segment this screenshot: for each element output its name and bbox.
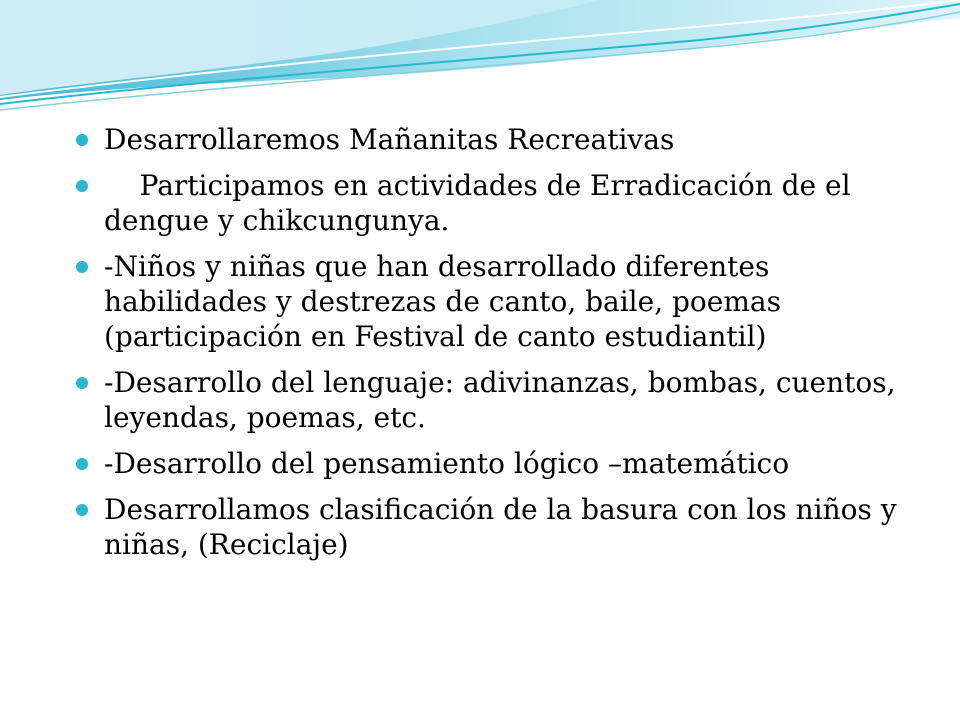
bullet-text: Desarrollamos clasificación de la basura con los niños y niñas, (Reciclaje)	[104, 493, 906, 561]
bullet-text: -Niños y niñas que han desarrollado diferentes habilidades y destrezas de canto, baile, poemas (participación en Festival de canto estudiantil)	[104, 250, 790, 353]
bullet-dot-icon	[76, 134, 88, 146]
bullet-text: Desarrollaremos Mañanitas Recreativas	[104, 123, 675, 156]
bullet-item-2	[76, 168, 906, 238]
bullet-item-5	[76, 446, 906, 481]
bullet-text: Participamos en actividades de Erradicación de el dengue y chikcungunya.	[104, 169, 860, 237]
bullet-item-3	[76, 249, 906, 354]
wave-header-decoration	[0, 0, 960, 130]
bullet-item-4	[76, 365, 906, 435]
bullet-item-1	[76, 122, 906, 157]
bullet-text: -Desarrollo del lenguaje: adivinanzas, bombas, cuentos, leyendas, poemas, etc.	[104, 366, 905, 434]
bullet-dot-icon	[76, 504, 88, 516]
bullet-dot-icon	[76, 458, 88, 470]
bullet-item-6	[76, 492, 906, 562]
bullet-list	[76, 122, 906, 573]
bullet-dot-icon	[76, 261, 88, 273]
bullet-dot-icon	[76, 377, 88, 389]
bullet-text: -Desarrollo del pensamiento lógico –matemático	[104, 447, 790, 480]
bullet-dot-icon	[76, 180, 88, 192]
